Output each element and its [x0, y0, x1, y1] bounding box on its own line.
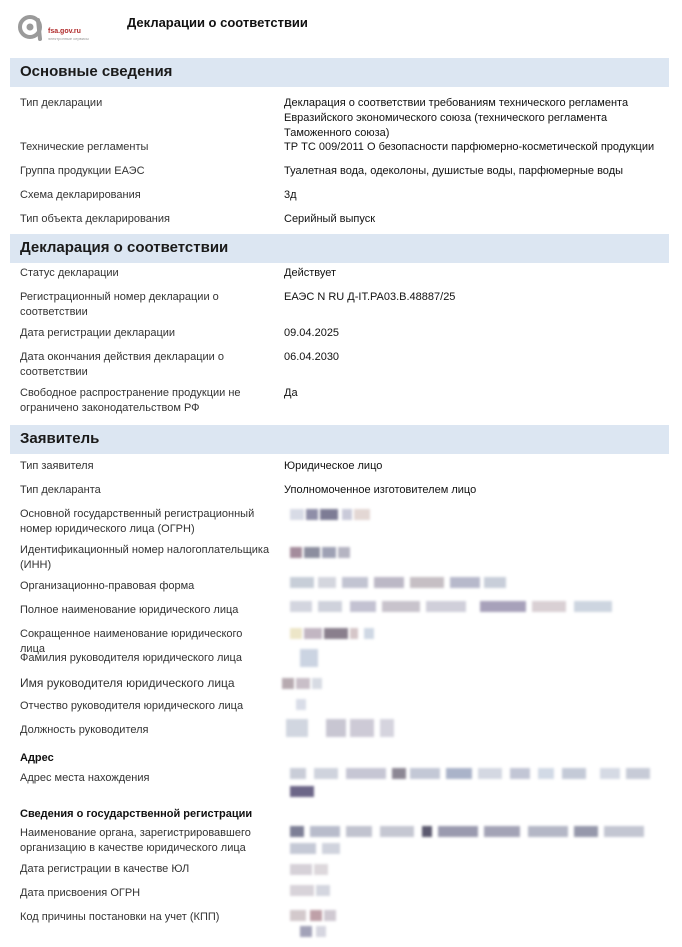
label: Должность руководителя	[20, 724, 149, 736]
section-declaration-title: Декларация о соответствии	[20, 239, 229, 256]
label: Технические регламенты	[20, 141, 149, 153]
address-subheading: Адрес	[20, 752, 54, 764]
value: Юридическое лицо	[284, 460, 383, 472]
value: Туалетная вода, одеколоны, душистые воды, парфюмерные воды	[284, 165, 624, 177]
label: Свободное распространение продукции не ограничено законодательством РФ	[20, 387, 241, 414]
label: Схема декларирования	[20, 189, 141, 201]
label: Регистрационный номер декларации о соответствии	[20, 291, 219, 318]
label: Наименование органа, зарегистрировавшего организацию в качестве юридического лица	[20, 827, 251, 854]
label: Фамилия руководителя юридического лица	[20, 652, 242, 664]
section-basic-header	[10, 58, 669, 87]
label: Статус декларации	[20, 267, 119, 279]
fsa-logo-icon	[18, 12, 46, 42]
label: Дата регистрации декларации	[20, 327, 176, 339]
label: Тип декларации	[20, 97, 103, 109]
label: Группа продукции ЕАЭС	[20, 165, 145, 177]
label: Дата окончания действия декларации о соответствии	[20, 351, 224, 378]
value: Действует	[284, 267, 337, 279]
label: Адрес места нахождения	[20, 772, 150, 784]
section-declaration-header	[10, 234, 669, 263]
label: Тип заявителя	[20, 460, 94, 472]
value: 3д	[284, 189, 297, 201]
label: Организационно-правовая форма	[20, 580, 195, 592]
label: Дата регистрации в качестве ЮЛ	[20, 863, 190, 875]
value: Да	[284, 387, 298, 399]
label: Идентификационный номер налогоплательщика (ИНН)	[20, 544, 270, 571]
value: 09.04.2025	[284, 327, 340, 339]
section-basic-title: Основные сведения	[20, 63, 173, 80]
logo-subtitle: электронные сервисы	[48, 36, 89, 41]
label: Тип объекта декларирования	[20, 213, 170, 225]
section-applicant-header	[10, 425, 669, 454]
state-registration-subheading: Сведения о государственной регистрации	[20, 808, 253, 820]
label: Дата присвоения ОГРН	[20, 887, 141, 899]
value: Уполномоченное изготовителем лицо	[284, 484, 477, 496]
label: Сокращенное наименование юридического лица	[20, 628, 243, 655]
section-applicant-title: Заявитель	[20, 430, 100, 447]
logo-site-text: fsa.gov.ru	[48, 28, 81, 35]
page-title: Декларации о соответствии	[127, 15, 308, 30]
label: Имя руководителя юридического лица	[20, 676, 235, 690]
label: Полное наименование юридического лица	[20, 604, 239, 616]
fsa-logo[interactable]	[18, 12, 108, 46]
value: 06.04.2030	[284, 351, 340, 363]
value: ЕАЭС N RU Д-IT.PA03.B.48887/25	[284, 291, 456, 303]
value: Серийный выпуск	[284, 213, 376, 225]
label: Код причины постановки на учет (КПП)	[20, 911, 220, 923]
value: ТР ТС 009/2011 О безопасности парфюмерно-косметической продукции	[284, 141, 655, 153]
label: Тип декларанта	[20, 484, 101, 496]
label: Отчество руководителя юридического лица	[20, 700, 244, 712]
value: Декларация о соответствии требованиям технического регламента Евразийского экономического союза (технического регламента Таможенного союза)	[284, 97, 629, 139]
page-header	[0, 0, 682, 56]
label: Основной государственный регистрационный номер юридического лица (ОГРН)	[20, 508, 255, 535]
